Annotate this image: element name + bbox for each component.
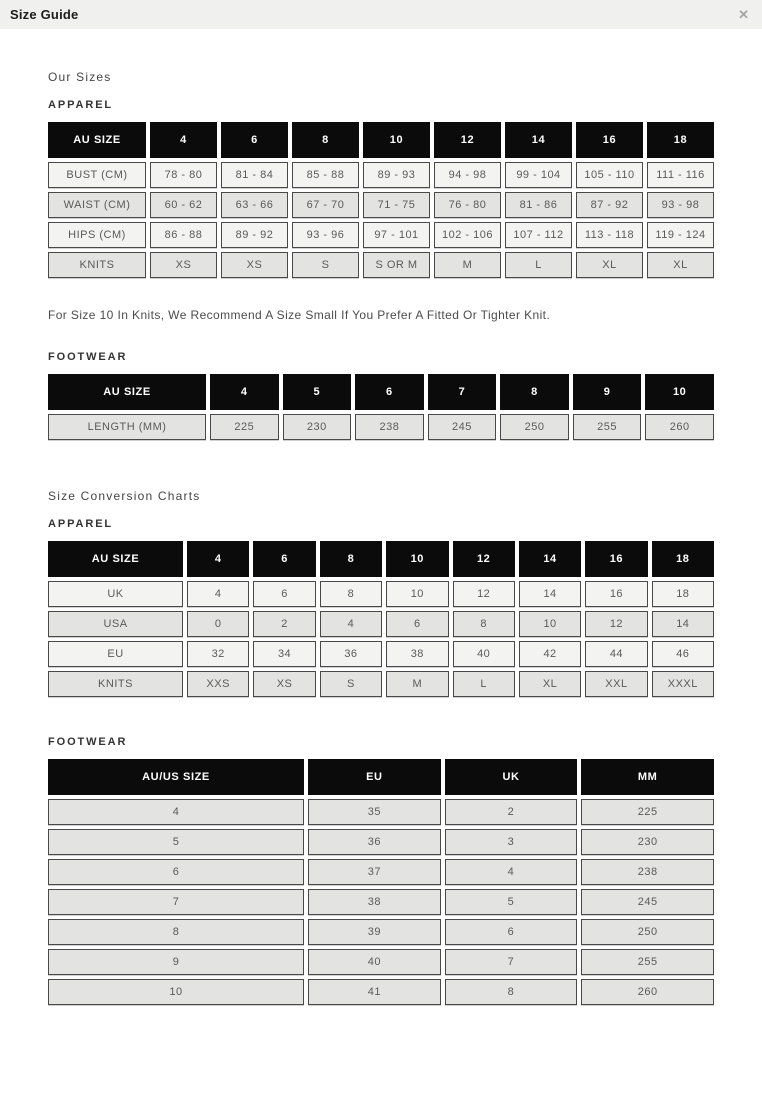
data-cell: 105 - 110 (576, 162, 643, 188)
header-cell: MM (581, 759, 714, 795)
header-cell: 8 (320, 541, 382, 577)
data-cell: 87 - 92 (576, 192, 643, 218)
header-cell: 16 (585, 541, 647, 577)
data-cell: 93 - 98 (647, 192, 714, 218)
data-cell: 14 (652, 611, 714, 637)
header-cell: 6 (355, 374, 424, 410)
row-label-cell: HIPS (CM) (48, 222, 146, 248)
footwear-sizes-table (44, 370, 718, 444)
data-cell: L (505, 252, 572, 278)
data-cell: 255 (581, 949, 714, 975)
row-label-cell: EU (48, 641, 183, 667)
footwear-sizes-heading: FOOTWEAR (48, 351, 128, 363)
data-cell: 230 (283, 414, 352, 440)
header-cell: 10 (386, 541, 448, 577)
close-icon[interactable]: ✕ (738, 7, 749, 22)
header-cell: 10 (645, 374, 714, 410)
data-cell: 8 (320, 581, 382, 607)
header-cell: AU SIZE (48, 541, 183, 577)
data-cell: 10 (48, 979, 304, 1005)
data-cell: 225 (210, 414, 279, 440)
data-cell: 36 (308, 829, 441, 855)
data-cell: 81 - 86 (505, 192, 572, 218)
data-cell: 32 (187, 641, 249, 667)
data-cell: 93 - 96 (292, 222, 359, 248)
apparel-sizes-table (44, 118, 718, 282)
data-cell: 238 (581, 859, 714, 885)
table-row (48, 222, 714, 248)
header-cell: 7 (428, 374, 497, 410)
table-row (48, 829, 714, 855)
data-cell: XL (576, 252, 643, 278)
table-row (48, 919, 714, 945)
row-label-cell: UK (48, 581, 183, 607)
table-row (48, 162, 714, 188)
data-cell: 2 (253, 611, 315, 637)
data-cell: 12 (453, 581, 515, 607)
data-cell: 4 (320, 611, 382, 637)
header-cell: 6 (221, 122, 288, 158)
header-cell: 6 (253, 541, 315, 577)
data-cell: 230 (581, 829, 714, 855)
data-cell: 35 (308, 799, 441, 825)
data-cell: 7 (48, 889, 304, 915)
data-cell: 111 - 116 (647, 162, 714, 188)
data-cell: 67 - 70 (292, 192, 359, 218)
data-cell: 39 (308, 919, 441, 945)
header-cell: EU (308, 759, 441, 795)
data-cell: 5 (445, 889, 578, 915)
data-cell: XL (647, 252, 714, 278)
data-cell: 8 (445, 979, 578, 1005)
data-cell: 10 (519, 611, 581, 637)
table-row (48, 641, 714, 667)
data-cell: 113 - 118 (576, 222, 643, 248)
table-header-row (48, 122, 714, 158)
data-cell: 99 - 104 (505, 162, 572, 188)
data-cell: XL (519, 671, 581, 697)
data-cell: M (434, 252, 501, 278)
data-cell: 255 (573, 414, 642, 440)
data-cell: 260 (581, 979, 714, 1005)
our-sizes-heading: Our Sizes (48, 70, 112, 84)
page-title: Size Guide (10, 7, 79, 22)
table-row (48, 581, 714, 607)
data-cell: 37 (308, 859, 441, 885)
data-cell: 4 (187, 581, 249, 607)
data-cell: 7 (445, 949, 578, 975)
data-cell: 60 - 62 (150, 192, 217, 218)
table-header-row (48, 374, 714, 410)
header-cell: 4 (187, 541, 249, 577)
data-cell: 6 (386, 611, 448, 637)
data-cell: 16 (585, 581, 647, 607)
data-cell: 260 (645, 414, 714, 440)
data-cell: 8 (453, 611, 515, 637)
data-cell: 250 (581, 919, 714, 945)
data-cell: 41 (308, 979, 441, 1005)
header-cell: 12 (453, 541, 515, 577)
data-cell: 85 - 88 (292, 162, 359, 188)
header-cell: 18 (652, 541, 714, 577)
data-cell: S (292, 252, 359, 278)
data-cell: 6 (48, 859, 304, 885)
header-cell: 4 (150, 122, 217, 158)
data-cell: S OR M (363, 252, 430, 278)
data-cell: 44 (585, 641, 647, 667)
data-cell: 89 - 93 (363, 162, 430, 188)
data-cell: 102 - 106 (434, 222, 501, 248)
data-cell: XS (221, 252, 288, 278)
data-cell: 6 (253, 581, 315, 607)
data-cell: 89 - 92 (221, 222, 288, 248)
table-header-row (48, 541, 714, 577)
header-cell: 4 (210, 374, 279, 410)
data-cell: 36 (320, 641, 382, 667)
data-cell: 40 (308, 949, 441, 975)
header-cell: 14 (505, 122, 572, 158)
data-cell: 42 (519, 641, 581, 667)
footwear-conversion-table (44, 755, 718, 1009)
footwear-conversion-heading: FOOTWEAR (48, 736, 128, 748)
data-cell: 250 (500, 414, 569, 440)
data-cell: L (453, 671, 515, 697)
data-cell: 4 (48, 799, 304, 825)
data-cell: 46 (652, 641, 714, 667)
data-cell: 2 (445, 799, 578, 825)
data-cell: 245 (428, 414, 497, 440)
data-cell: XXL (585, 671, 647, 697)
table-row (48, 414, 714, 440)
data-cell: 9 (48, 949, 304, 975)
data-cell: 40 (453, 641, 515, 667)
data-cell: 97 - 101 (363, 222, 430, 248)
data-cell: 5 (48, 829, 304, 855)
data-cell: 10 (386, 581, 448, 607)
data-cell: XS (150, 252, 217, 278)
row-label-cell: WAIST (CM) (48, 192, 146, 218)
data-cell: 76 - 80 (434, 192, 501, 218)
apparel-sizes-heading: APPAREL (48, 99, 114, 111)
row-label-cell: USA (48, 611, 183, 637)
table-header-row (48, 759, 714, 795)
table-row (48, 979, 714, 1005)
data-cell: 225 (581, 799, 714, 825)
size-guide-content (0, 70, 762, 1009)
knits-note: For Size 10 In Knits, We Recommend A Size Small If You Prefer A Fitted Or Tighter Knit. (48, 308, 551, 322)
header-cell: 5 (283, 374, 352, 410)
data-cell: S (320, 671, 382, 697)
table-row (48, 949, 714, 975)
data-cell: 86 - 88 (150, 222, 217, 248)
header-cell: AU/US SIZE (48, 759, 304, 795)
header-cell: 12 (434, 122, 501, 158)
header-cell: AU SIZE (48, 122, 146, 158)
table-row (48, 671, 714, 697)
size-conversion-heading: Size Conversion Charts (48, 489, 201, 503)
data-cell: 81 - 84 (221, 162, 288, 188)
table-row (48, 859, 714, 885)
header-cell: 9 (573, 374, 642, 410)
apparel-conversion-heading: APPAREL (48, 518, 114, 530)
header-cell: 10 (363, 122, 430, 158)
data-cell: 4 (445, 859, 578, 885)
header-cell: 18 (647, 122, 714, 158)
table-row (48, 192, 714, 218)
data-cell: 38 (308, 889, 441, 915)
row-label-cell: KNITS (48, 671, 183, 697)
header-cell: 16 (576, 122, 643, 158)
row-label-cell: LENGTH (MM) (48, 414, 206, 440)
data-cell: XS (253, 671, 315, 697)
data-cell: 119 - 124 (647, 222, 714, 248)
data-cell: 245 (581, 889, 714, 915)
header-cell: AU SIZE (48, 374, 206, 410)
header-cell: UK (445, 759, 578, 795)
data-cell: 238 (355, 414, 424, 440)
data-cell: XXXL (652, 671, 714, 697)
data-cell: M (386, 671, 448, 697)
data-cell: 6 (445, 919, 578, 945)
data-cell: 0 (187, 611, 249, 637)
data-cell: 38 (386, 641, 448, 667)
data-cell: XXS (187, 671, 249, 697)
size-guide-header-bar (0, 0, 762, 29)
data-cell: 71 - 75 (363, 192, 430, 218)
row-label-cell: KNITS (48, 252, 146, 278)
data-cell: 14 (519, 581, 581, 607)
table-row (48, 889, 714, 915)
data-cell: 34 (253, 641, 315, 667)
table-row (48, 252, 714, 278)
header-cell: 14 (519, 541, 581, 577)
row-label-cell: BUST (CM) (48, 162, 146, 188)
data-cell: 94 - 98 (434, 162, 501, 188)
data-cell: 8 (48, 919, 304, 945)
table-row (48, 799, 714, 825)
data-cell: 63 - 66 (221, 192, 288, 218)
data-cell: 3 (445, 829, 578, 855)
header-cell: 8 (500, 374, 569, 410)
table-row (48, 611, 714, 637)
data-cell: 12 (585, 611, 647, 637)
apparel-conversion-table (44, 537, 718, 701)
header-cell: 8 (292, 122, 359, 158)
data-cell: 18 (652, 581, 714, 607)
data-cell: 107 - 112 (505, 222, 572, 248)
data-cell: 78 - 80 (150, 162, 217, 188)
